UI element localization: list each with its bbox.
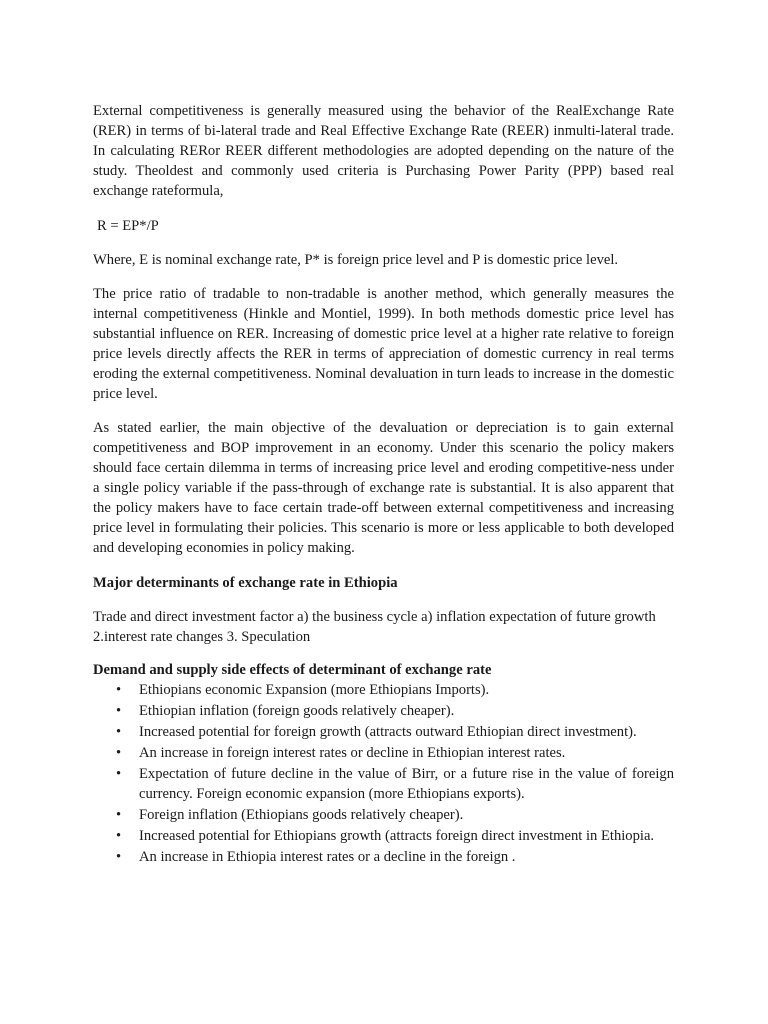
heading-major-determinants: Major determinants of exchange rate in Ethiopia xyxy=(93,575,398,591)
price-ratio-paragraph: The price ratio of tradable to non-tradable is another method, which generally measures the internal competitiveness (Hinkle and Montiel, 1999). In both methods domestic price level has substantial influence on RER. Increasing of domestic price level at a higher rate relative to foreign price levels directly affects the RER in terms of appreciation of domestic currency in real terms eroding the external competitiveness. Nominal devaluation in turn leads to increase in the domestic price level. xyxy=(93,286,674,402)
list-item-text: An increase in Ethiopia interest rates or a decline in the foreign . xyxy=(139,849,516,865)
list-item-text: Ethiopians economic Expansion (more Ethiopians Imports). xyxy=(139,682,490,698)
bullet-icon: • xyxy=(116,724,122,740)
list-item xyxy=(93,743,674,763)
list-item-text: Expectation of future decline in the value of Birr, or a future rise in the value of foreign currency. Foreign economic expansion (more Ethiopians exports). xyxy=(139,766,674,802)
intro-paragraph: External competitiveness is generally measured using the behavior of the RealExchange Rate (RER) in terms of bi-lateral trade and Real Effective Exchange Rate (REER) inmulti-lateral trade. In calculating RERor REER different methodologies are adopted depending on the nature of the study. Theoldest and commonly used criteria is Purchasing Power Parity (PPP) based real exchange rateformula, xyxy=(93,103,674,199)
bullet-icon: • xyxy=(116,745,122,761)
effects-bullet-list xyxy=(93,680,674,867)
bullet-icon: • xyxy=(116,766,122,782)
list-item xyxy=(93,805,674,825)
list-item-text: Increased potential for foreign growth (attracts outward Ethiopian direct investment). xyxy=(139,724,637,740)
list-item-text: Increased potential for Ethiopians growth (attracts foreign direct investment in Ethiopia. xyxy=(139,828,655,844)
rer-formula: R = EP*/P xyxy=(97,218,159,234)
heading-demand-supply: Demand and supply side effects of determinant of exchange rate xyxy=(93,662,492,678)
formula-definition: Where, E is nominal exchange rate, P* is foreign price level and P is domestic price level. xyxy=(93,252,619,268)
bullet-icon: • xyxy=(116,703,122,719)
list-item xyxy=(93,764,674,804)
bullet-icon: • xyxy=(116,807,122,823)
devaluation-paragraph: As stated earlier, the main objective of the devaluation or depreciation is to gain external competitiveness and BOP improvement in an economy. Under this scenario the policy makers should face certain dilemma in terms of increasing price level and eroding competitive-ness under a single policy variable if the pass-through of exchange rate is substantial. It is also apparent that the policy makers have to face certain trade-off between external competitiveness and increasing price level in formulating their policies. This scenario is more or less applicable to both developed and developing economies in policy making. xyxy=(93,420,674,556)
list-item xyxy=(93,722,674,742)
bullet-icon: • xyxy=(116,828,122,844)
list-item xyxy=(93,847,674,867)
list-item xyxy=(93,680,674,700)
list-item-text: Foreign inflation (Ethiopians goods relatively cheaper). xyxy=(139,807,464,823)
list-item xyxy=(93,701,674,721)
list-item xyxy=(93,826,674,846)
bullet-icon: • xyxy=(116,682,122,698)
bullet-icon: • xyxy=(116,849,122,865)
list-item-text: Ethiopian inflation (foreign goods relatively cheaper). xyxy=(139,703,455,719)
determinants-paragraph: Trade and direct investment factor a) the business cycle a) inflation expectation of future growth 2.interest rate changes 3. Speculation xyxy=(93,609,656,645)
document-page xyxy=(93,101,674,868)
list-item-text: An increase in foreign interest rates or decline in Ethiopian interest rates. xyxy=(139,745,566,761)
